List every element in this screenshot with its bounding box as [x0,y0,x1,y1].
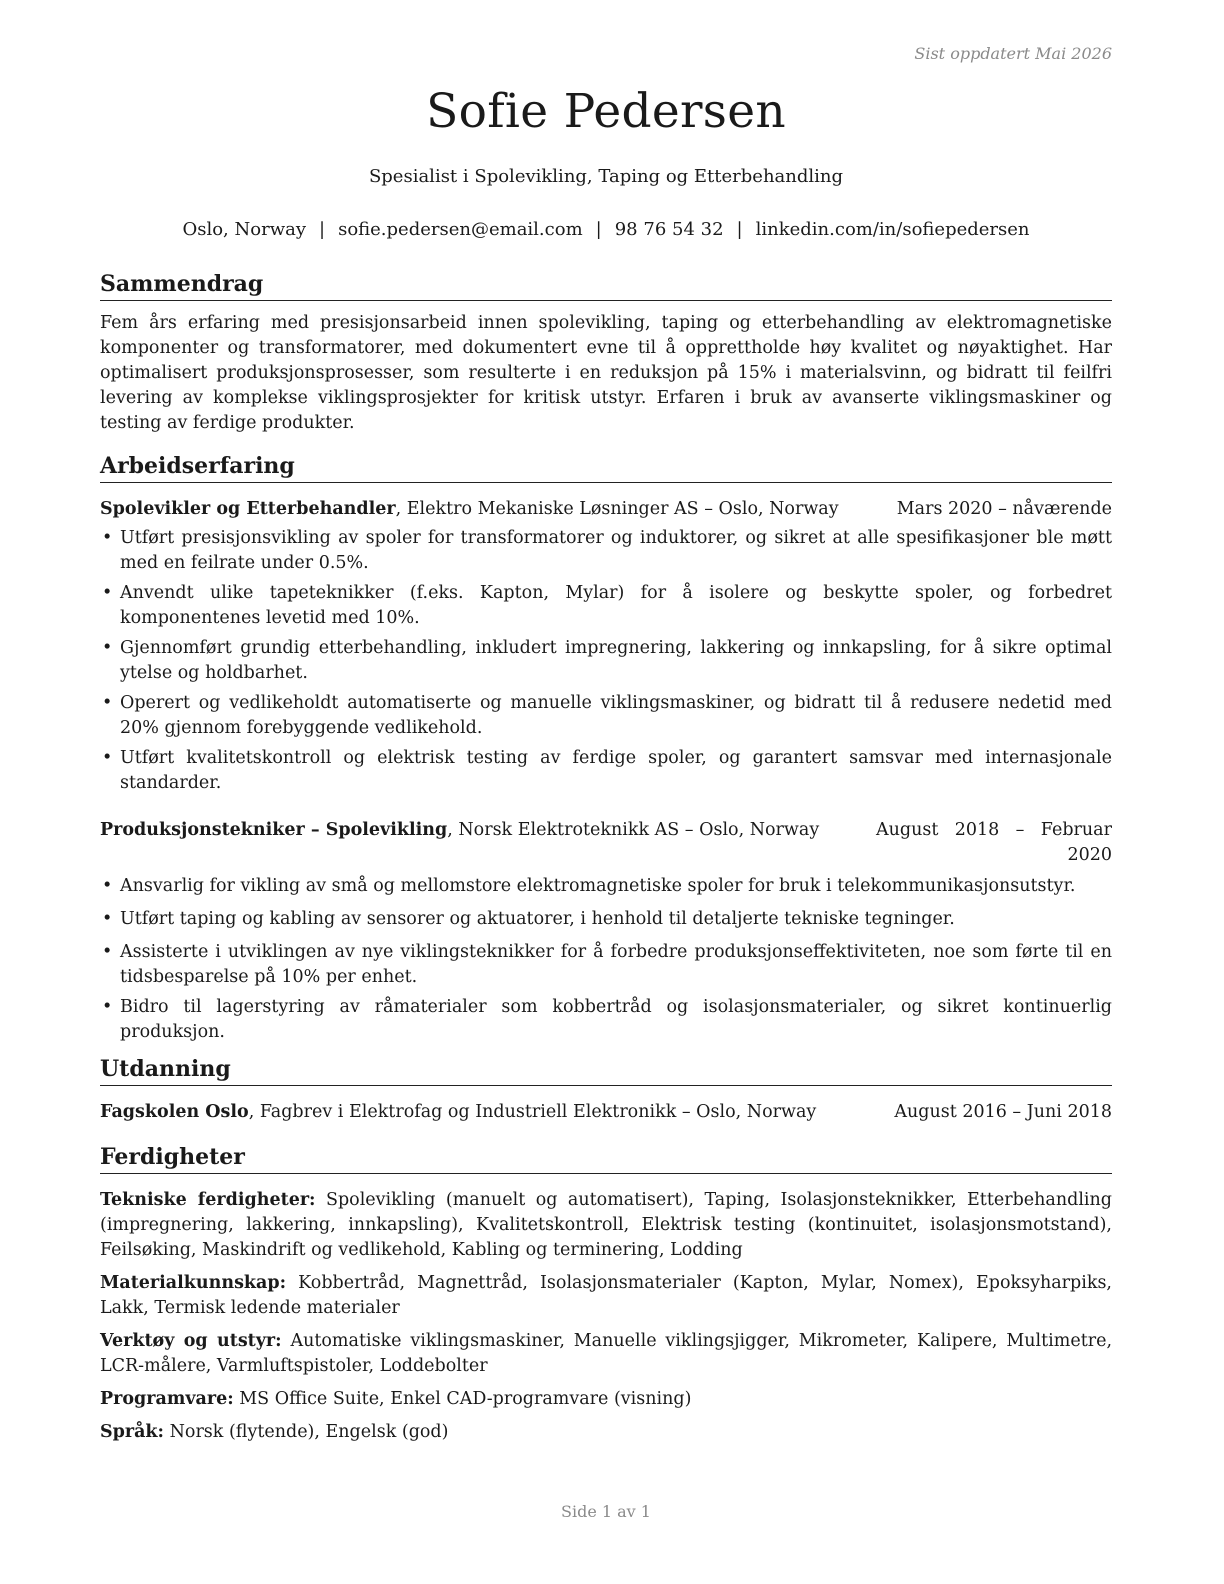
job-dates: August 2018 – Februar 2020 [876,820,1112,865]
skill-label: Programvare: [100,1389,234,1409]
education-section [100,1053,1112,1125]
experience-section [100,450,1112,1045]
contact-separator: | [736,219,743,240]
skill-label: Tekniske ferdigheter: [100,1190,316,1210]
summary-text: Fem års erfaring med presisjonsarbeid innen spolevikling, taping og etterbehandling av elektromagnetiske komponenter og transformatorer, med dokumentert evne til å opprettholde høy kvalitet og nøyaktighet. Har optimalisert produksjonsprosesser, som resulterte i en reduksjon på 15% i materialsvinn, og bidratt til feilfri levering av komplekse viklingsprosjekter for kritisk utstyr. Erfaren i bruk av avanserte viklingsmaskiner og testing av ferdige produkter. [100,313,1112,433]
section-title-experience: Arbeidserfaring [100,450,1112,483]
skill-text: MS Office Suite, Enkel CAD-programvare (visning) [233,1389,692,1409]
headline: Spesialist i Spolevikling, Taping og Etterbehandling [368,166,844,187]
job-header [100,818,1112,868]
skill-group [100,1271,1112,1321]
job-bullets [100,874,1112,1045]
skill-label: Verktøy og utstyr: [100,1331,282,1351]
education-degree: , Fagbrev i Elektrofag og Industriell Elektronikk – Oslo, Norway [248,1102,817,1122]
candidate-name: Sofie Pedersen [426,84,786,139]
job-bullets [100,526,1112,796]
skill-label: Språk: [100,1422,165,1442]
contact-separator: | [319,219,326,240]
contact-location: Oslo, Norway [182,219,306,240]
job-dates: Mars 2020 – nåværende [896,499,1112,519]
skill-text: Kobbertråd, Magnettråd, Isolasjonsmaterialer (Kapton, Mylar, Nomex), Epoksyharpiks, Lakk, Termisk ledende materialer [100,1273,1112,1318]
skill-group [100,1420,1112,1445]
job-company: , Norsk Elektroteknikk AS – Oslo, Norway [447,820,820,840]
resume-body [100,268,1112,1453]
last-updated: Sist oppdatert Mai 2026 [914,44,1112,63]
job-entry [100,818,1112,1045]
bullet-item: • Assisterte i utviklingen av nye viklingsteknikker for å forbedre produksjonseffektiviteten, noe som førte til en tidsbesparelse på 10% per enhet. [100,940,1112,990]
contact-linkedin[interactable]: linkedin.com/in/sofiepedersen [755,219,1030,240]
job-header [100,497,1112,522]
contact-phone: 98 76 54 32 [614,219,724,240]
skill-group [100,1188,1112,1263]
skill-text: Automatiske viklingsmaskiner, Manuelle viklingsjigger, Mikrometer, Kalipere, Multimetre, LCR-målere, Varmluftspistoler, Loddebolter [100,1331,1113,1376]
bullet-item: • Ansvarlig for vikling av små og mellomstore elektromagnetiske spoler for bruk i telekommunikasjonsutstyr. [100,874,1112,899]
skill-group [100,1387,1112,1412]
summary-section [100,268,1112,436]
skill-group [100,1329,1112,1379]
bullet-item: • Anvendt ulike tapeteknikker (f.eks. Kapton, Mylar) for å isolere og beskytte spoler, og forbedret komponentenes levetid med 10%. [100,581,1112,631]
education-line [100,1100,874,1125]
page-number: Side 1 av 1 [561,1502,651,1521]
bullet-item: • Operert og vedlikeholdt automatiserte og manuelle viklingsmaskiner, og bidratt til å redusere nedetid med 20% gjennom forebyggende vedlikehold. [100,691,1112,741]
contact-separator: | [595,219,602,240]
job-role: Spolevikler og Etterbehandler [100,499,396,519]
job-entry [100,497,1112,796]
education-school: Fagskolen Oslo [100,1102,249,1122]
skills-list [100,1188,1112,1445]
skill-text: Spolevikling (manuelt og automatisert), Taping, Isolasjonsteknikker, Etterbehandling (impregnering, lakkering, innkapsling), Kvalitetskontroll, Elektrisk testing (kontinuitet, isolasjonsmotstand), Feilsøking, Maskindrift og vedlikehold, Kabling og terminering, Lodding [100,1190,1112,1260]
bullet-item: • Utført kvalitetskontroll og elektrisk testing av ferdige spoler, og garantert samsvar med internasjonale standarder. [100,746,1112,796]
job-role: Produksjonstekniker – Spolevikling [100,820,448,840]
skill-text: Norsk (flytende), Engelsk (god) [164,1422,449,1442]
bullet-item: • Bidro til lagerstyring av råmaterialer som kobbertråd og isolasjonsmaterialer, og sikret kontinuerlig produksjon. [100,995,1112,1045]
skill-label: Materialkunnskap: [100,1273,287,1293]
skills-section [100,1141,1112,1445]
job-title-line [100,497,877,522]
section-title-skills: Ferdigheter [100,1141,1112,1174]
section-title-summary: Sammendrag [100,268,1112,301]
education-dates: August 2016 – Juni 2018 [894,1102,1112,1122]
education-entry [100,1100,1112,1125]
job-title-line [100,818,856,868]
contact-line [100,219,1112,240]
section-title-education: Utdanning [100,1053,1112,1086]
contact-email[interactable]: sofie.pedersen@email.com [338,219,583,240]
bullet-item: • Utført presisjonsvikling av spoler for transformatorer og induktorer, og sikret at alle spesifikasjoner ble møtt med en feilrate under 0.5%. [100,526,1112,576]
bullet-item: • Utført taping og kabling av sensorer og aktuatorer, i henhold til detaljerte tekniske tegninger. [100,907,1112,932]
job-company: , Elektro Mekaniske Løsninger AS – Oslo, Norway [395,499,839,519]
bullet-item: • Gjennomført grundig etterbehandling, inkludert impregnering, lakkering og innkapsling, for å sikre optimal ytelse og holdbarhet. [100,636,1112,686]
